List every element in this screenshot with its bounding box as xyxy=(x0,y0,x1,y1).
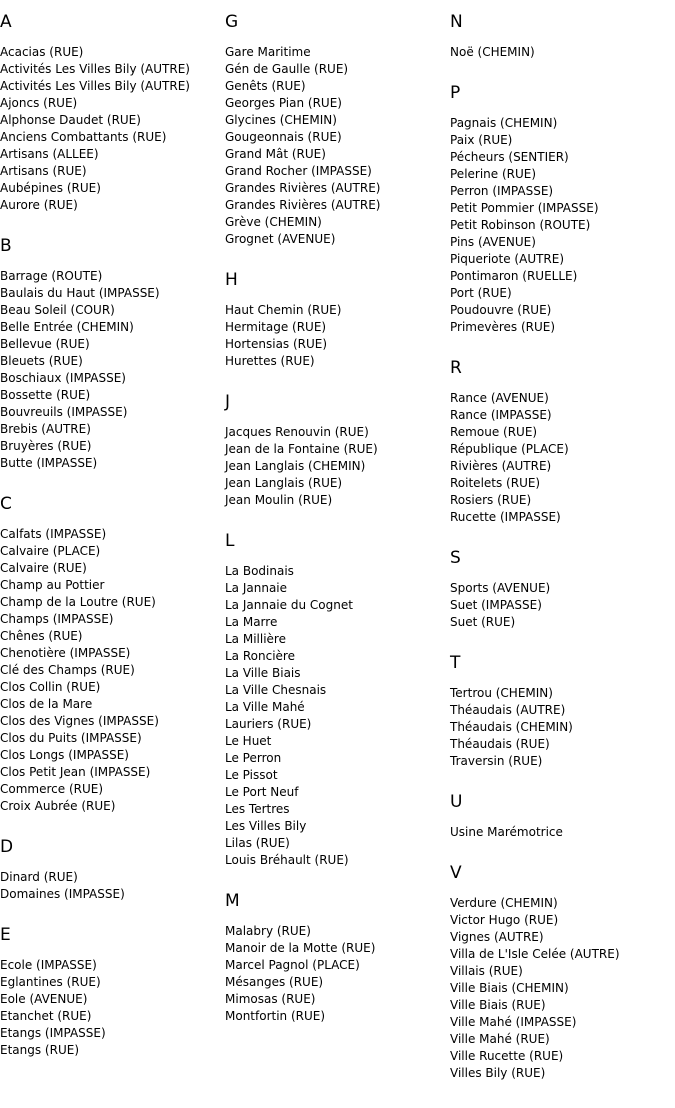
street-name: Villes Bily (RUE) xyxy=(450,1066,546,1080)
street-name: Montfortin (RUE) xyxy=(225,1009,326,1023)
street-name: Aurore (RUE) xyxy=(0,198,78,212)
group-spacer xyxy=(0,815,222,837)
street-name: Champs (IMPASSE) xyxy=(0,612,114,626)
street-name: Pontimaron (RUELLE) xyxy=(450,269,578,283)
street-list xyxy=(0,526,222,815)
street-name: Dinard (RUE) xyxy=(0,870,78,884)
street-name: Villa de L'Isle Celée (AUTRE) xyxy=(450,947,620,961)
street-name: Grand Rocher (IMPASSE) xyxy=(225,164,372,178)
letter-group-s xyxy=(450,548,675,631)
street-name: Clos Collin (RUE) xyxy=(0,680,101,694)
street-name: Malabry (RUE) xyxy=(225,924,311,938)
street-name: Piqueriote (AUTRE) xyxy=(450,252,565,266)
street-list xyxy=(225,44,447,248)
street-name: Croix Aubrée (RUE) xyxy=(0,799,116,813)
street-name: Victor Hugo (RUE) xyxy=(450,913,559,927)
street-name: Ville Biais (RUE) xyxy=(450,998,546,1012)
street-name: Clos Petit Jean (IMPASSE) xyxy=(0,765,151,779)
street-name: Port (RUE) xyxy=(450,286,512,300)
street-list xyxy=(450,390,675,526)
street-name: Les Villes Bily xyxy=(225,819,307,833)
street-list xyxy=(0,869,222,903)
letter-heading: E xyxy=(0,925,11,945)
street-name: Georges Pian (RUE) xyxy=(225,96,342,110)
letter-group-d xyxy=(0,837,222,903)
street-list xyxy=(450,44,675,61)
street-name: Commerce (RUE) xyxy=(0,782,104,796)
street-name: Pécheurs (SENTIER) xyxy=(450,150,569,164)
street-name: Haut Chemin (RUE) xyxy=(225,303,342,317)
street-name: Gare Maritime xyxy=(225,45,311,59)
street-list xyxy=(225,563,447,869)
street-name: Le Perron xyxy=(225,751,282,765)
street-name: Activités Les Villes Bily (AUTRE) xyxy=(0,62,190,76)
street-list xyxy=(225,302,447,370)
street-name: Barrage (ROUTE) xyxy=(0,269,103,283)
street-name: Grognet (AVENUE) xyxy=(225,232,336,246)
group-spacer xyxy=(450,526,675,548)
street-name: Poudouvre (RUE) xyxy=(450,303,552,317)
street-name: Pins (AVENUE) xyxy=(450,235,536,249)
street-name: Ville Mahé (RUE) xyxy=(450,1032,550,1046)
group-spacer xyxy=(450,61,675,83)
letter-group-t xyxy=(450,653,675,770)
letter-group-n xyxy=(450,12,675,61)
street-name: Ajoncs (RUE) xyxy=(0,96,78,110)
street-name: Clos de la Mare xyxy=(0,697,93,711)
letter-group-p xyxy=(450,83,675,336)
street-name: Etangs (RUE) xyxy=(0,1043,79,1057)
street-list xyxy=(225,424,447,509)
street-name: Jacques Renouvin (RUE) xyxy=(225,425,369,439)
street-list xyxy=(0,44,222,214)
group-spacer xyxy=(225,509,447,531)
street-name: Jean Langlais (RUE) xyxy=(225,476,343,490)
street-name: Bleuets (RUE) xyxy=(0,354,83,368)
street-list xyxy=(450,824,675,841)
street-name: Baulais du Haut (IMPASSE) xyxy=(0,286,160,300)
street-name: Théaudais (RUE) xyxy=(450,737,550,751)
street-name: Mésanges (RUE) xyxy=(225,975,324,989)
street-name: République (PLACE) xyxy=(450,442,569,456)
street-list xyxy=(0,268,222,472)
street-name: Rucette (IMPASSE) xyxy=(450,510,561,524)
street-name: La Ville Biais xyxy=(225,666,301,680)
street-name: Rivières (AUTRE) xyxy=(450,459,552,473)
street-name: Rosiers (RUE) xyxy=(450,493,532,507)
group-spacer xyxy=(225,248,447,270)
group-spacer xyxy=(225,869,447,891)
letter-group-j xyxy=(225,392,447,509)
street-name: Ville Rucette (RUE) xyxy=(450,1049,564,1063)
group-spacer xyxy=(0,472,222,494)
letter-group-v xyxy=(450,863,675,1082)
street-name: Perron (IMPASSE) xyxy=(450,184,554,198)
street-list xyxy=(450,685,675,770)
street-name: Petit Pommier (IMPASSE) xyxy=(450,201,599,215)
street-name: Artisans (RUE) xyxy=(0,164,87,178)
street-name: Calfats (IMPASSE) xyxy=(0,527,107,541)
street-name: Gén de Gaulle (RUE) xyxy=(225,62,349,76)
street-name: Le Pissot xyxy=(225,768,278,782)
letter-heading: P xyxy=(450,83,461,103)
street-name: Glycines (CHEMIN) xyxy=(225,113,337,127)
letter-heading: B xyxy=(0,236,12,256)
street-name: La Ville Mahé xyxy=(225,700,305,714)
street-index-column-3 xyxy=(450,12,675,1082)
street-name: Jean Langlais (CHEMIN) xyxy=(225,459,366,473)
street-name: Le Huet xyxy=(225,734,272,748)
street-name: Chenotière (IMPASSE) xyxy=(0,646,131,660)
street-name: La Marre xyxy=(225,615,278,629)
letter-group-u xyxy=(450,792,675,841)
street-name: Primevères (RUE) xyxy=(450,320,556,334)
street-name: Noë (CHEMIN) xyxy=(450,45,535,59)
street-name: Clos Longs (IMPASSE) xyxy=(0,748,129,762)
letter-heading: G xyxy=(225,12,239,32)
letter-heading: N xyxy=(450,12,463,32)
street-name: Vignes (AUTRE) xyxy=(450,930,544,944)
letter-heading: V xyxy=(450,863,462,883)
street-name: Boschiaux (IMPASSE) xyxy=(0,371,126,385)
street-list xyxy=(450,895,675,1082)
letter-group-h xyxy=(225,270,447,370)
street-name: La Roncière xyxy=(225,649,295,663)
street-name: Rance (AVENUE) xyxy=(450,391,549,405)
letter-group-a xyxy=(0,12,222,214)
street-name: Hurettes (RUE) xyxy=(225,354,315,368)
street-name: Jean de la Fontaine (RUE) xyxy=(225,442,378,456)
group-spacer xyxy=(225,370,447,392)
letter-group-g xyxy=(225,12,447,248)
street-name: Bouvreuils (IMPASSE) xyxy=(0,405,128,419)
street-list xyxy=(450,115,675,336)
group-spacer xyxy=(0,214,222,236)
street-name: Grandes Rivières (AUTRE) xyxy=(225,181,381,195)
street-name: Lilas (RUE) xyxy=(225,836,290,850)
letter-heading: U xyxy=(450,792,463,812)
street-name: Grand Mât (RUE) xyxy=(225,147,326,161)
street-name: Artisans (ALLEE) xyxy=(0,147,99,161)
street-list xyxy=(0,957,222,1059)
letter-heading: T xyxy=(450,653,461,673)
street-name: Clé des Champs (RUE) xyxy=(0,663,135,677)
street-list xyxy=(225,923,447,1025)
street-name: Grève (CHEMIN) xyxy=(225,215,322,229)
street-name: Usine Marémotrice xyxy=(450,825,563,839)
street-name: Grandes Rivières (AUTRE) xyxy=(225,198,381,212)
street-name: Eglantines (RUE) xyxy=(0,975,101,989)
letter-heading: M xyxy=(225,891,240,911)
street-name: Clos du Puits (IMPASSE) xyxy=(0,731,142,745)
street-name: Marcel Pagnol (PLACE) xyxy=(225,958,360,972)
letter-heading: A xyxy=(0,12,12,32)
street-name: Paix (RUE) xyxy=(450,133,513,147)
group-spacer xyxy=(450,336,675,358)
street-name: Petit Robinson (ROUTE) xyxy=(450,218,591,232)
street-name: Jean Moulin (RUE) xyxy=(225,493,333,507)
letter-heading: D xyxy=(0,837,14,857)
street-name: Hermitage (RUE) xyxy=(225,320,327,334)
street-name: Alphonse Daudet (RUE) xyxy=(0,113,141,127)
letter-group-r xyxy=(450,358,675,526)
street-name: Tertrou (CHEMIN) xyxy=(450,686,553,700)
letter-heading: R xyxy=(450,358,462,378)
street-name: Anciens Combattants (RUE) xyxy=(0,130,167,144)
street-name: La Bodinais xyxy=(225,564,294,578)
street-name: Clos des Vignes (IMPASSE) xyxy=(0,714,159,728)
letter-heading: C xyxy=(0,494,12,514)
letter-group-l xyxy=(225,531,447,869)
group-spacer xyxy=(450,631,675,653)
street-name: Bellevue (RUE) xyxy=(0,337,90,351)
street-name: Remoue (RUE) xyxy=(450,425,538,439)
letter-group-e xyxy=(0,925,222,1059)
street-name: Beau Soleil (COUR) xyxy=(0,303,115,317)
letter-heading: L xyxy=(225,531,235,551)
street-name: Calvaire (PLACE) xyxy=(0,544,101,558)
street-name: Champ au Pottier xyxy=(0,578,105,592)
street-name: Pelerine (RUE) xyxy=(450,167,537,181)
street-name: Villais (RUE) xyxy=(450,964,523,978)
street-name: Butte (IMPASSE) xyxy=(0,456,98,470)
street-index-column-1 xyxy=(0,12,222,1059)
street-name: La Millière xyxy=(225,632,286,646)
street-name: Champ de la Loutre (RUE) xyxy=(0,595,156,609)
letter-heading: S xyxy=(450,548,461,568)
street-name: Sports (AVENUE) xyxy=(450,581,551,595)
group-spacer xyxy=(450,841,675,863)
letter-group-m xyxy=(225,891,447,1025)
street-name: Hortensias (RUE) xyxy=(225,337,328,351)
street-name: Calvaire (RUE) xyxy=(0,561,87,575)
street-name: Mimosas (RUE) xyxy=(225,992,316,1006)
street-name: Activités Les Villes Bily (AUTRE) xyxy=(0,79,190,93)
street-name: Lauriers (RUE) xyxy=(225,717,312,731)
street-name: Traversin (RUE) xyxy=(450,754,543,768)
street-name: Manoir de la Motte (RUE) xyxy=(225,941,376,955)
street-name: Suet (IMPASSE) xyxy=(450,598,542,612)
street-name: Etangs (IMPASSE) xyxy=(0,1026,106,1040)
letter-group-b xyxy=(0,236,222,472)
street-name: Domaines (IMPASSE) xyxy=(0,887,125,901)
street-name: Ville Mahé (IMPASSE) xyxy=(450,1015,577,1029)
street-name: Chênes (RUE) xyxy=(0,629,83,643)
street-name: Belle Entrée (CHEMIN) xyxy=(0,320,134,334)
street-name: Bossette (RUE) xyxy=(0,388,91,402)
street-name: Le Port Neuf xyxy=(225,785,299,799)
street-name: Brebis (AUTRE) xyxy=(0,422,91,436)
street-name: Roitelets (RUE) xyxy=(450,476,541,490)
letter-group-c xyxy=(0,494,222,815)
street-name: Aubépines (RUE) xyxy=(0,181,101,195)
street-name: Suet (RUE) xyxy=(450,615,516,629)
street-index-column-2 xyxy=(225,12,447,1025)
street-name: Bruyères (RUE) xyxy=(0,439,92,453)
street-name: Théaudais (AUTRE) xyxy=(450,703,566,717)
group-spacer xyxy=(0,903,222,925)
street-name: Genêts (RUE) xyxy=(225,79,306,93)
street-name: Les Tertres xyxy=(225,802,290,816)
group-spacer xyxy=(450,770,675,792)
letter-heading: H xyxy=(225,270,238,290)
street-name: Louis Bréhault (RUE) xyxy=(225,853,349,867)
letter-heading: J xyxy=(225,392,231,412)
street-name: Etanchet (RUE) xyxy=(0,1009,92,1023)
street-name: Théaudais (CHEMIN) xyxy=(450,720,573,734)
street-list xyxy=(450,580,675,631)
street-name: La Ville Chesnais xyxy=(225,683,327,697)
street-name: La Jannaie xyxy=(225,581,288,595)
street-name: La Jannaie du Cognet xyxy=(225,598,353,612)
street-name: Pagnais (CHEMIN) xyxy=(450,116,558,130)
street-name: Acacias (RUE) xyxy=(0,45,84,59)
street-name: Ecole (IMPASSE) xyxy=(0,958,97,972)
street-name: Eole (AVENUE) xyxy=(0,992,88,1006)
street-name: Ville Biais (CHEMIN) xyxy=(450,981,569,995)
street-name: Verdure (CHEMIN) xyxy=(450,896,558,910)
street-name: Rance (IMPASSE) xyxy=(450,408,552,422)
street-name: Gougeonnais (RUE) xyxy=(225,130,342,144)
